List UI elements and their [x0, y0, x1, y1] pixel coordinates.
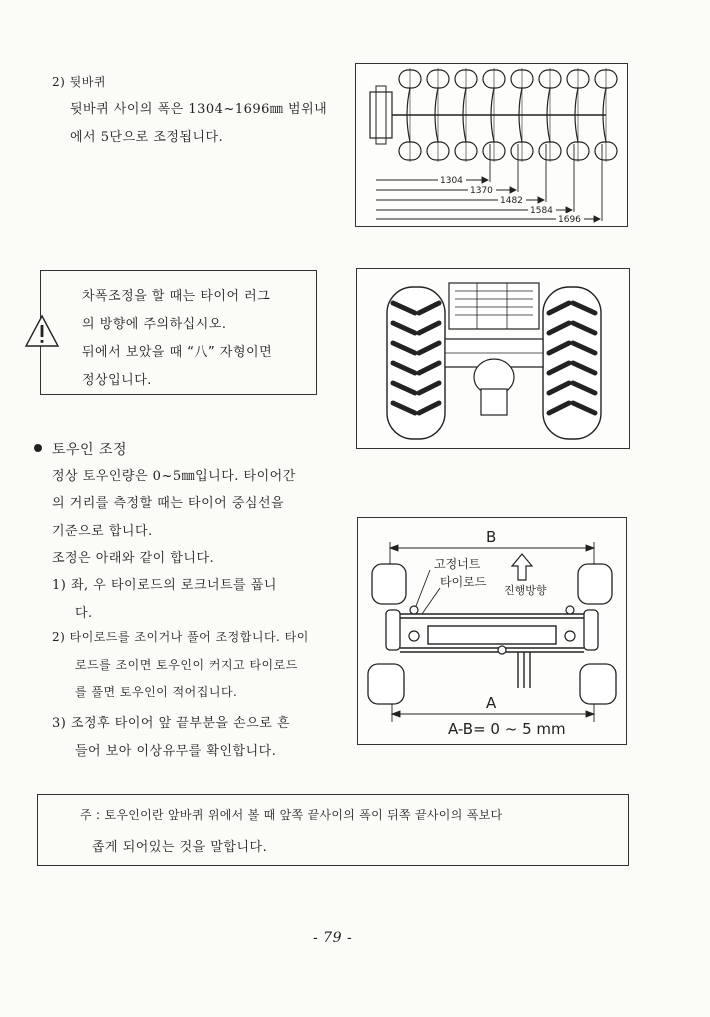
dim-1584: 1584 [530, 206, 553, 216]
toe-in-para-4: 조정은 아래와 같이 합니다. [52, 551, 215, 566]
warning-line-2: 의 방향에 주의하십시오. [82, 317, 227, 332]
direction-label: 진행방향 [504, 584, 547, 597]
tie-rod-label: 타이로드 [440, 575, 487, 589]
step-2-line-3: 를 풀면 토우인이 적어집니다. [75, 685, 238, 699]
rear-wheel-line-2: 에서 5단으로 조정됩니다. [70, 130, 224, 145]
toe-in-title: 토우인 조정 [52, 442, 128, 458]
step-3-line-2: 들어 보아 이상유무를 확인합니다. [75, 744, 277, 759]
toe-in-para-3: 기준으로 합니다. [52, 524, 153, 539]
warning-line-3: 뒤에서 보았을 때 “八” 자형이면 [82, 345, 273, 360]
toe-in-diagram [357, 517, 627, 745]
rear-wheel-heading: 2) 뒷바퀴 [52, 75, 106, 89]
note-line-1: 주 : 토우인이란 앞바퀴 위에서 볼 때 앞쪽 끝사이의 폭이 뒤쪽 끝사이의 폭보다 [80, 808, 503, 822]
step-2-line-2: 로드를 조이면 토우인이 커지고 타이로드 [75, 658, 298, 672]
dimension-a-label: A [486, 694, 497, 712]
toe-in-formula: A-B= 0 ~ 5 mm [448, 720, 566, 738]
dim-1696: 1696 [558, 215, 581, 225]
step-3-line-1: 3) 조정후 타이어 앞 끝부분을 손으로 흔 [52, 716, 291, 731]
lock-nut-label: 고정너트 [434, 557, 481, 571]
warning-triangle-icon [24, 314, 60, 348]
step-1-line-1: 1) 좌, 우 타이로드의 로크너트를 풉니 [52, 578, 277, 593]
toe-in-para-2: 의 거리를 측정할 때는 타이어 중심선을 [52, 496, 285, 511]
dimension-b-label: B [486, 528, 497, 546]
warning-line-1: 차폭조정을 할 때는 타이어 러그 [82, 289, 271, 304]
note-box [37, 794, 629, 866]
toe-in-para-1: 정상 토우인량은 0~5㎜입니다. 타이어간 [52, 469, 296, 484]
note-line-2: 좁게 되어있는 것을 말합니다. [92, 840, 268, 855]
tractor-rear-view-illustration [356, 268, 630, 449]
step-2-line-1: 2) 타이로드를 조이거나 풀어 조정합니다. 타이 [52, 630, 309, 644]
dim-1304: 1304 [440, 176, 463, 186]
rear-wheel-line-1: 뒷바퀴 사이의 폭은 1304~1696㎜ 범위내 [70, 102, 328, 117]
warning-line-4: 정상입니다. [82, 373, 152, 388]
rear-wheel-width-diagram [355, 63, 628, 227]
dim-1482: 1482 [500, 196, 523, 206]
step-1-line-2: 다. [75, 606, 93, 621]
page-number: - 79 - [313, 930, 353, 946]
bullet-icon [33, 443, 43, 453]
dim-1370: 1370 [470, 186, 493, 196]
